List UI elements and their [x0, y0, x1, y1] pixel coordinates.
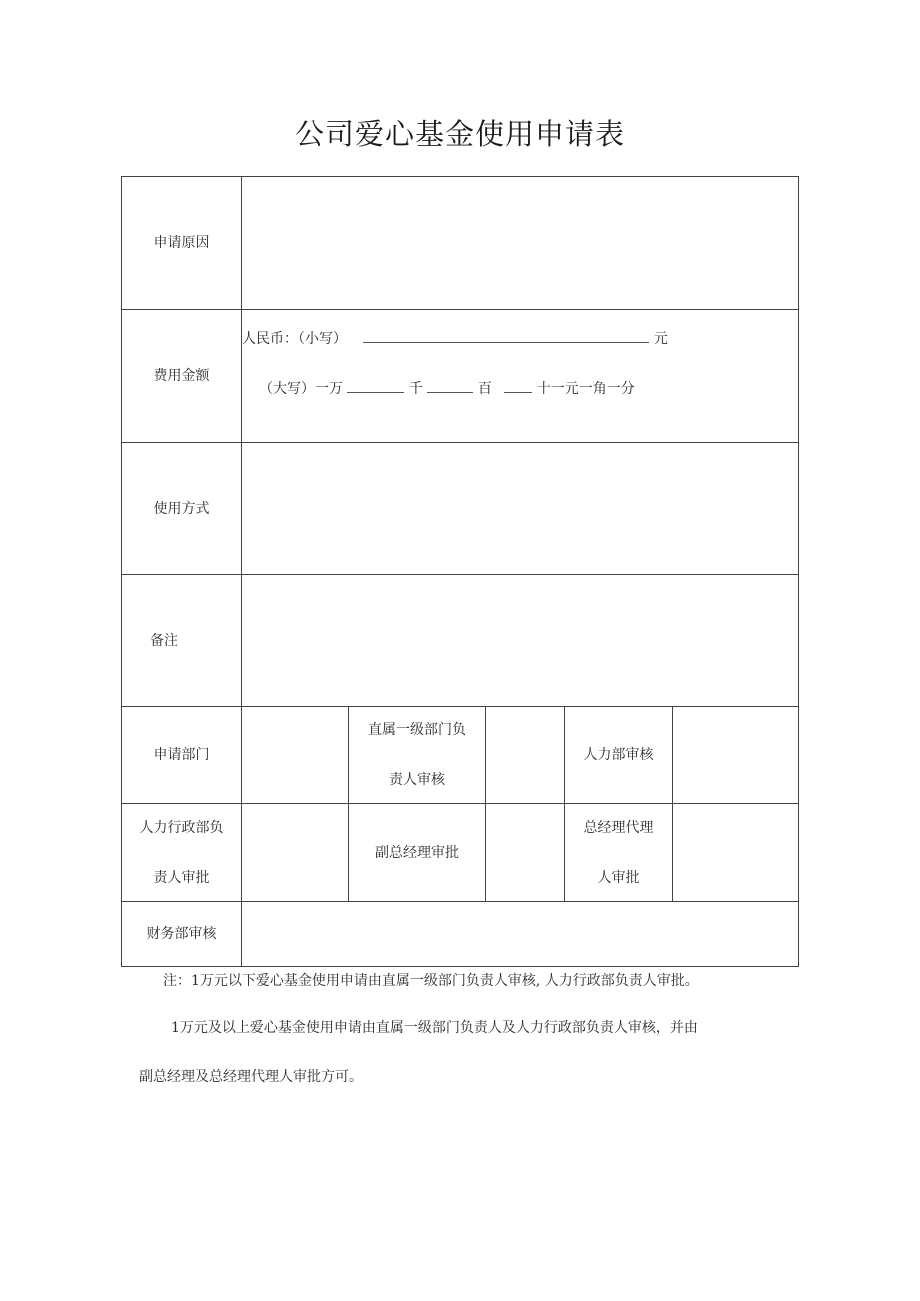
hr-review-label: 人力部审核	[583, 747, 654, 763]
shi-blank[interactable]	[504, 378, 532, 393]
hr-admin-approval-label	[122, 804, 241, 901]
note-line-2: 1万元及以上爱心基金使用申请由直属一级部门负责人及人力行政部负责人审核，并由	[171, 1020, 698, 1036]
dept-field[interactable]	[242, 707, 348, 803]
gm-line2: 人审批	[597, 869, 640, 886]
direct-head-review-label	[349, 707, 485, 803]
dept-label: 申请部门	[153, 747, 210, 763]
rmb-lowercase-label: 人民币：（小写）	[242, 331, 347, 347]
qian-unit: 千	[408, 381, 423, 397]
bai-unit: 百	[477, 381, 492, 397]
daxie-wan-label: （大写）一万	[259, 381, 343, 397]
bai-blank[interactable]	[427, 378, 473, 393]
yuan-unit: 元	[653, 331, 668, 347]
reason-label: 申请原因	[153, 235, 210, 251]
amount-uppercase-line	[259, 378, 635, 398]
direct-head-review-field[interactable]	[486, 707, 564, 803]
gm-approval-field[interactable]	[673, 804, 798, 901]
qian-blank[interactable]	[347, 378, 404, 393]
amount-tail-units: 十一元一角一分	[536, 381, 635, 397]
amount-lowercase-line	[242, 328, 668, 348]
gm-line1: 总经理代理	[583, 819, 654, 836]
amount-label: 费用金额	[153, 368, 210, 384]
amount-lowercase-input[interactable]	[363, 328, 649, 343]
direct-head-line2: 责人审核	[389, 772, 445, 788]
gm-approval-label	[565, 804, 672, 901]
remarks-field[interactable]	[242, 575, 798, 706]
vp-approval-field[interactable]	[486, 804, 564, 901]
application-form-table	[121, 176, 799, 967]
vp-approval-label: 副总经理审批	[375, 844, 459, 861]
hr-admin-line2: 责人审批	[153, 869, 210, 886]
finance-review-label: 财务部审核	[146, 926, 217, 942]
note-line-3: 副总经理及总经理代理人审批方可。	[139, 1069, 363, 1085]
hr-admin-approval-field[interactable]	[242, 804, 348, 901]
form-title: 公司爱心基金使用申请表	[294, 117, 625, 151]
note-line-1: 注：1万元以下爱心基金使用申请由直属一级部门负责人审核, 人力行政部负责人审批。	[163, 973, 699, 989]
reason-field[interactable]	[242, 177, 798, 309]
method-label: 使用方式	[153, 500, 210, 517]
method-field[interactable]	[242, 443, 798, 574]
remarks-label: 备注	[150, 632, 178, 649]
hr-review-field[interactable]	[673, 707, 798, 803]
hr-admin-line1: 人力行政部负	[139, 819, 224, 836]
direct-head-line1: 直属一级部门负	[368, 722, 466, 738]
finance-review-field[interactable]	[242, 902, 798, 966]
